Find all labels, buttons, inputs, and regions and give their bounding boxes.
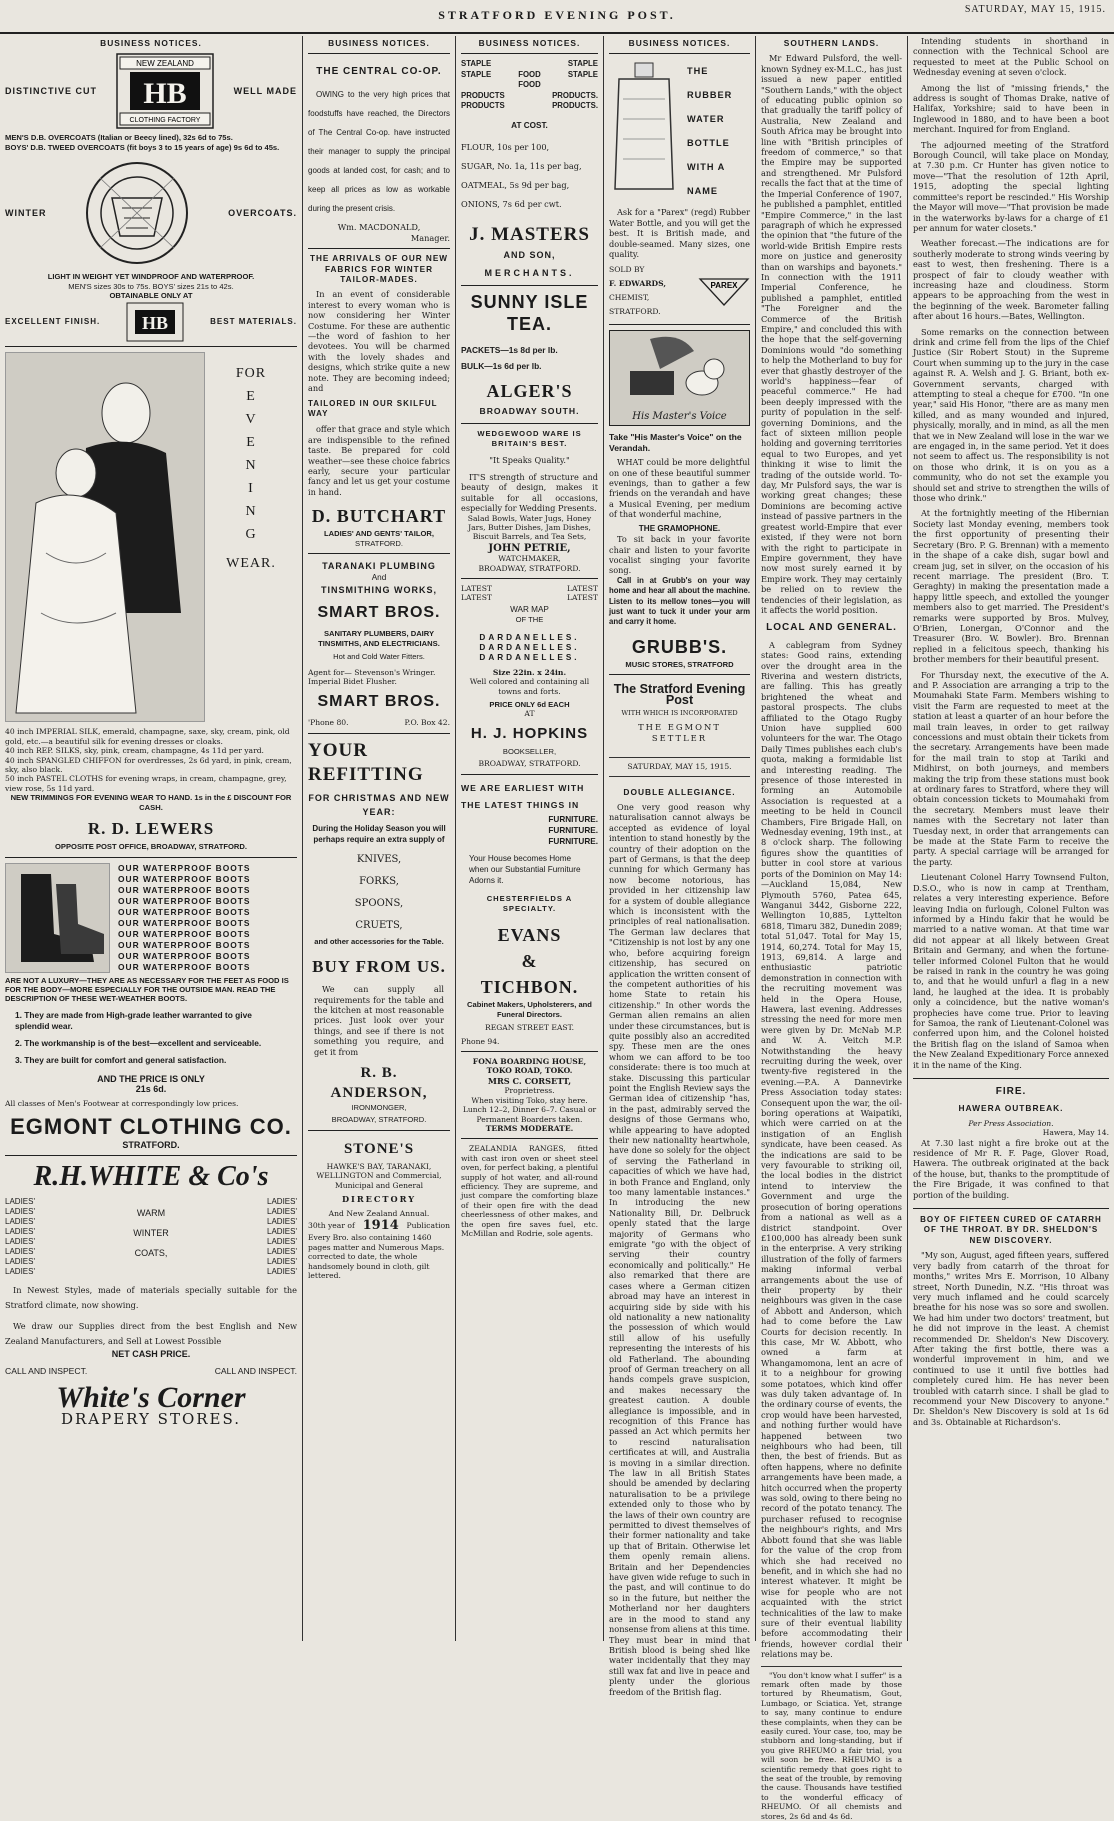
wedgewood-title: WEDGEWOOD WARE IS BRITAIN'S BEST. xyxy=(477,428,582,449)
zealandia-text: ZEALANDIA RANGES, fitted with cast iron oven or sheet steel oven, for perfect baking, a plentiful supply of hot water, and all-round efficiency. They are supreme, and just compare the comforting blaze of their open fire with the dead cheerlessness of other makes, and the open fire saves fuel, etc. McMillan and Rodrie, sole agents. xyxy=(461,1144,598,1238)
white-advert xyxy=(5,1155,297,1429)
hb-logo-small xyxy=(126,302,184,342)
news-item: Among the list of "missing friends," the address is sought of Thomas Drake, native of Halifax, Yorkshire; said to have been in Inglewood in 1880, and to have been a boot merchant. Inquired for from England. xyxy=(913,82,1109,135)
paper-title: The Stratford Evening Post xyxy=(613,682,746,707)
year-value: 1914 xyxy=(362,1217,399,1233)
silk-line: 50 inch PASTEL CLOTHS for evening wraps, in cream, champagne, grey, view rose, 5s 11d yard. xyxy=(5,774,287,793)
ladies-list-right: LADIES' LADIES' LADIES' LADIES' LADIES' LADIES' LADIES' LADIES' xyxy=(267,1197,297,1277)
hopkins-address: BROADWAY, STRATFORD. xyxy=(478,759,581,769)
paper-date: SATURDAY, MAY 15, 1915. xyxy=(609,757,750,776)
allegiance-text: One very good reason why naturalisation cannot always be accepted as evidence of loyal intention to stand honestly by the country of their adoption on the part of Germans, is that the deep cunning for which Germany has now become notorious, has provided in her citizenship law for a system of double allegiance which is inconsistent with the principles of real nationalisation. The German law declares that "Citizenship is not lost by any one who, before acquiring foreign citizenship, has secured on application the written consent of the competent authorities of his home State to retain his citizenship." In other words the German alien remains an alien under these circumstances, but is quite possibly also an accredited spy. These men are the ones whom we can afford to be too considerate: there is too much at stake. Discussing this particular point the English Review says the German idea of citizenship "has, in the past, admirably served the designs of those Germans who, while appearing to have adopted their new nationality heartwhole, have done so solely for the object of serving the Fatherland in capacities of which we have had, in both France and England, only too many lamentable instances." In introducing the new Nationality Bill, Dr. Delbruck openly stated that the large majority of Germans who emigrate "go with the object of serving their country economically and politically." He also remarked that there are cases where a German citizen abroad may have an interest in acquiring side by side with his old nationality a new nationality the possession of which would still allow of his usefully representing the interests of his old Fatherland. The abounding proof of German treachery on all hands compels grave suspicion, and makes necessary the greatest caution. A double allegiance is impossible, and in recognition of this France has passed an Act which permits her to rescind naturalisation certificates at will, and Australia is moving in a similar direction. The law in all British States should be amended by declaring naturalisation to be a privilege extended only to those who by the laws of their own country are permitted to divest themselves of their former nationality and take up that of Britain. Otherwise let them openly remain aliens. Britain and her Dependencies have given wide refuge to such in the past, and will continue to do so in the future, but neither the Motherland nor her daughters are in the mood to stand any nonsense from aliens at this time. They must bear in mind that British blood is being shed like water incidentally that they may still wax fat and live in peace and plenty under the glorious freedom of the British flag. xyxy=(609,802,750,1697)
section-heading: BUSINESS NOTICES. xyxy=(628,38,731,48)
coats-heading: WARM WINTER COATS, xyxy=(133,1208,169,1259)
footwear-line: All classes of Men's Footwear at correspondingly low prices. xyxy=(5,1098,239,1108)
editorial-masthead xyxy=(609,674,750,1702)
egmont-town: STRATFORD. xyxy=(122,1139,180,1150)
smart-advert xyxy=(308,553,450,733)
white-title: R.H.WHITE & Co's xyxy=(33,1161,269,1193)
gram-text: To sit back in your favorite chair and listen to your favorite vocalist singing your favorite song. xyxy=(609,534,750,576)
varsity-emblem-icon xyxy=(82,158,192,268)
rubber-headline: THE RUBBER WATER BOTTLE WITH A NAME xyxy=(687,66,733,197)
furniture-text: Your House becomes Home when our Substantial Furniture Adorns it. xyxy=(469,853,581,885)
column-5 xyxy=(756,36,907,1821)
sold-by: SOLD BY xyxy=(609,265,645,275)
dardanelles: DARDANELLES. xyxy=(479,632,580,642)
publication-label: Publication xyxy=(406,1220,450,1230)
drapery-stores: DRAPERY STORES. xyxy=(60,1410,242,1429)
southern-text: Mr Edward Pulsford, the well-known Sydney ex-M.L.C., has just issued a new paper entitled "Southern Lands," with the object of educating public opinion so that gradually the tariff policy of Australia, New Zealand and South Africa may be brought into line with "British principles of freedom of commerce," so that the Empire may be supported and strengthened. Mr Pulsford recalls the fact that at the time of the Imperial Conference of 1907, he published a pamphlet, entitled "Empire Commerce," in the last paragraph of which he expressed the opinion that "the future of the world-wide British Empire rests more on justice and generosity than on warships and bayonets." In connection with the 1911 Imperial Conference, he published a pamphlet, entitled "The Foreigner and the Commerce of the British Empire," and concluded this with the hope that the self-governing Dominions would "do something to help the Motherland to buy for ever that ghastly destroyer of the world's happiness—fear of peaceful commerce." He had been deeply impressed with the purity of population in the self-governing Dominions, and the fact of sixteen million people holding and governing territories equal to two Europes, and yet thinking it wise to limit the trading of the outside world. To-day, Mr Pulsford says, the war is working great changes; these Dominions are becoming active instead of passive partners in the greatest world-Empire that ever existed, if they were not born with the right to participate in Empire government, they have now most surely earned it by Empire work. They may certainly be relied on to review the tendencies of their legislation, as it affects the world position. xyxy=(761,53,903,615)
settler: THE EGMONT SETTLER xyxy=(638,722,721,743)
materials-label: BEST MATERIALS. xyxy=(210,317,297,327)
news-item: Intending students in shorthand in connection with the Technical School are requested to meet at the Public School on Wednesday evening at seven o'clock. xyxy=(913,36,1109,78)
newspaper-title: STRATFORD EVENING POST. xyxy=(438,8,676,22)
alger-name: ALGER'S xyxy=(486,380,573,401)
hb-advert xyxy=(5,53,297,342)
furniture-lines: FURNITURE. FURNITURE. FURNITURE. xyxy=(548,814,598,846)
net-cash: NET CASH PRICE. xyxy=(111,1349,191,1360)
at-cost: AT COST. xyxy=(511,121,548,131)
coop-title: THE CENTRAL CO-OP. xyxy=(316,66,442,78)
masters-son: AND SON, xyxy=(503,249,556,260)
masters-name: J. MASTERS xyxy=(469,223,590,245)
hmv-caption: His Master's Voice xyxy=(632,411,727,423)
butchart-name: D. BUTCHART xyxy=(311,506,447,527)
boot-lines: OUR WATERPROOF BOOTS OUR WATERPROOF BOOTS OUR WATERPROOF BOOTS OUR WATERPROOF BOOTS OUR WATERPROOF BOOTS OUR WATERPROOF BOOTS OUR WATERPROOF BOOTS OUR WATERPROOF BOOTS OUR WATERPROOF BOOTS OUR WATERPROOF BOOTS xyxy=(118,862,251,972)
silk-line: 40 inch REP. SILKS, sky, pink, cream, champagne, 4s 11d per yard. xyxy=(5,746,264,756)
arrivals-text: In an event of considerable interest to every woman who is now considering her Winter Costume. For these are authentic—the word of fashion to her devotees. You will be charmed with the lovely shades and designs, which strike quite a new note. They are becoming indeed; and xyxy=(308,289,450,394)
stones-title: STONE'S xyxy=(343,1140,415,1157)
coop-signature: Wm. MACDONALD, xyxy=(337,222,421,233)
bulk-price: BULK—1s 6d per lb. xyxy=(461,361,542,372)
alger-address: BROADWAY SOUTH. xyxy=(479,405,580,416)
and: And xyxy=(371,572,387,582)
plumbing-title: TARANAKI PLUMBING xyxy=(322,560,436,571)
petrie-name: JOHN PETRIE, xyxy=(488,542,571,554)
masthead xyxy=(0,0,1114,34)
luxury-text: ARE NOT A LUXURY—THEY ARE AS NECESSARY FOR THE FEET AS FOOD IS FOR THE BODY—MORE ESPECIALLY FOR THE OUTSIDE MAN. READ THE DESCRIPTION OF THESE WET-WEATHER BOOTS. xyxy=(5,975,289,1004)
call-inspect: CALL AND INSPECT. xyxy=(214,1365,297,1376)
evans: EVANS xyxy=(497,925,562,946)
butchart-town: STRATFORD. xyxy=(355,538,403,548)
annual: And New Zealand Annual. xyxy=(328,1208,430,1218)
column-4 xyxy=(604,36,755,1697)
grubbs-advert xyxy=(609,324,750,674)
earliest: WE ARE EARLIEST WITH THE LATEST THINGS IN xyxy=(461,782,585,810)
chemist: CHEMIST, STRATFORD. xyxy=(609,293,661,317)
local-heading: LOCAL AND GENERAL. xyxy=(766,622,897,634)
lewers-name: R. D. LEWERS xyxy=(87,819,215,839)
silk-line: 40 inch IMPERIAL SILK, emerald, champagne, saxe, sky, cream, pink, old gold, etc.—a beautiful silk for evening dresses or cloaks. xyxy=(5,727,290,746)
year-label: 30th year of xyxy=(308,1220,355,1230)
price-line: AND THE PRICE IS ONLY xyxy=(97,1073,205,1084)
regan: REGAN STREET EAST. xyxy=(484,1023,574,1033)
news-item: At the fortnightly meeting of the Hibernian Society last Monday evening, members took the first opportunity of presenting their Secretary (Bro. P. G. Brennan) with a memento in the shape of a cake dish, sugar bowl and cream jug, set in silver, on the occasion of his recent marriage. The president (Bro. T. Geraghty) in making the presentation made a happy little speech, and extolled the younger members also to get married. The President's remarks were supported by Bros. Mulvey, O'Brien, Lonergan, O'Connor and the Treasurer (Bro. W. Bowler). Bro. Brennan replied in a felicitous speech, thanking his brother members for their beautiful present. xyxy=(913,508,1109,665)
petrie-advert xyxy=(461,423,598,578)
anderson-name: ANDERSON, xyxy=(330,1085,428,1102)
price-only: PRICE ONLY 6d EACH xyxy=(489,700,570,709)
cabinet: Cabinet Makers, Upholsterers, and Funeral Directors. xyxy=(467,1000,592,1019)
iron: IRONMONGER, xyxy=(351,1103,407,1113)
column-3 xyxy=(456,36,603,1641)
masters-advert: STAPLE STAPLE STAPLE FOOD STAPLE FOOD PRODUCTS PRODUCTS. PRODUCTS PRODUCTS. AT COST. FLOUR, 10s per 100, SUGAR, No. 1a, 11s per bag, OATMEAL, 5s 9d per bag, ONIONS, 7s 6d per cwt. J. MASTERS AND SON, MERCHANTS. xyxy=(461,53,598,284)
supplies-text: We draw our Supplies direct from the best English and New Zealand Manufacturers, and Sell at Lowest Possible xyxy=(5,1321,297,1347)
smart-name: SMART BROS. xyxy=(317,604,441,622)
accessories: and other accessories for the Table. xyxy=(314,936,444,946)
fire-text: At 7.30 last night a fire broke out at the residence of Mr R. F. Page, Glover Road, Hawera. The outbreak originated at the back of the house, but, thanks to the promptitude of the Fire Brigade, it was confined to that portion of the building. xyxy=(913,1137,1109,1200)
war-map: WAR MAP xyxy=(510,604,549,614)
news-item: Some remarks on the connection between drink and crime fell from the lips of the Chief Justice (Sir Robert Stout) in the Supreme Court when summing up to the jury in the case against R. A. Welsh and J. G. Briant, both ex-Government servants, charged with attempting to steal a cheque for £700. "In one year," said His Honor, "there are as many men killed, and as many wounded and injured, physically, morally, and in mind, as all the men that we in New Zealand will lose in the war we are engaged in, in the same period. Yet it does not seem to affect us. The responsibility is not on those who drink, it is on you as a community, who do not set the example you should set and strive to strengthen the wills of those who drink." xyxy=(913,326,1109,504)
ladies-list-left: LADIES' LADIES' LADIES' LADIES' LADIES' LADIES' LADIES' LADIES' xyxy=(5,1197,35,1277)
news-item: The adjourned meeting of the Stratford Borough Council, will take place on Monday, at 7.30 p.m. Cr Hunter has given notice to move—"That the resolution of 12th April, 1915, adopting the special lighting committee's report be rescinded." His Worship the Mayor will move—"That provision be made in the waterworks by-laws for a charge of £1 per annum for water closets." xyxy=(913,139,1109,233)
column-2 xyxy=(303,36,455,1641)
call-text: Call in at Grubb's on your way home and hear all about the machine. Listen to its mellow tones—you will just want to tuck it under your arm and carry it home. xyxy=(609,575,750,627)
svg-text:HB: HB xyxy=(143,77,188,111)
news-item: Lieutenant Colonel Harry Townsend Fulton, D.S.O., who is now in camp at Trentham, relates a very interesting experience. Before leaving India on furlough, Colonel Fulton was informed by a Hindu fakir that he would be married to a native woman. At that time war did not appear at all likely between Great Britain and Germany, and when the fortune-teller informed Colonel Fulton that he would be raised in rank in the country he was going to, and that he would unfurl a flag in a new land, he laughed at the idea. It is probably only a coincidence, but the native woman's prophecies have come true. Prior to leaving for Samoa, the rank of Lieutenant-Colonel was conferred upon him, and the Colonel hoisted the British flag on the island of Samoa when the New Zealand Expeditionary Force annexed it in the name of the King. xyxy=(913,872,1109,1070)
hawera-heading: HAWERA OUTBREAK. xyxy=(958,1103,1064,1114)
smart-box: P.O. Box 42. xyxy=(404,718,450,728)
parex-logo xyxy=(698,275,750,307)
rb: R. B. xyxy=(360,1065,398,1082)
xmas-line: FOR CHRISTMAS AND NEW YEAR: xyxy=(308,792,450,817)
winter-label: WINTER xyxy=(5,208,47,219)
news-item: Weather forecast.—The indications are for southerly moderate to strong winds veering by east to west, then freshening. There is a prospect of fair to cloudy weather with increasing haze and cloudiness. Storm appears to be approaching from the west in the beginning of the week. Barometer falling after about 16 hours.—Bates, Wellington. xyxy=(913,238,1109,322)
point: 3. They are built for comfort and general satisfaction. xyxy=(15,1054,227,1065)
point: 1. They are made from High-grade leather warranted to give splendid wear. xyxy=(15,1009,252,1031)
parex-text: Ask for a "Parex" (regd) Rubber Water Bottle, and you will get the best. It is British made, and double-seamed. Many sizes, one quality. xyxy=(609,207,750,260)
column-6 xyxy=(908,36,1114,1641)
smart-fitters: Hot and Cold Water Fitters. xyxy=(333,652,425,662)
what-text: WHAT could be more delightful on one of these beautiful summer evenings, than to gather a few friends on the verandah and have a Musical Evening, per medium of that wonderful machine, xyxy=(609,457,750,520)
boy-text: "My son, August, aged fifteen years, suffered very badly from catarrh of the throat for months," writes Mrs E. Morrison, 10 Albany street, North Dunedin, N.Z. "His throat was very much inflamed and he could scarcely breathe for his nose was so sore and swollen. We had him under two doctors' treatment, but he did not improve in the least. A chemist recommended Dr. Sheldon's New Discovery. After taking the first bottle, there was a wonderful improvement in him, and we continued to use it until five bottles had completely cured him. He has never been troubled with catarrh since. I shall be glad to recommend your New Discovery to anyone." Dr. Sheldon's New Discovery is sold at 1s 6d and 3s. Obtainable at Richardson's. xyxy=(913,1250,1109,1427)
egmont-name: EGMONT CLOTHING CO. xyxy=(10,1113,292,1139)
stones-text: HAWKE'S BAY, TARANAKI, WELLINGTON and Commercial, Municipal and General xyxy=(316,1161,442,1190)
sunny-title: SUNNY ISLE xyxy=(470,291,589,312)
petrie-address: BROADWAY, STRATFORD. xyxy=(478,563,581,573)
svg-text:PAREX: PAREX xyxy=(710,281,738,291)
finish-label: EXCELLENT FINISH. xyxy=(5,317,101,327)
watchmaker: WATCHMAKER, xyxy=(498,554,561,564)
lewers-advert xyxy=(5,346,297,856)
hawera-date: Hawera, May 14. xyxy=(1042,1128,1109,1138)
section-heading: BUSINESS NOTICES. xyxy=(478,38,581,48)
fona-advert xyxy=(461,1051,598,1138)
wedge-items: Salad Bowls, Water Jugs, Honey Jars, Butter Dishes, Jam Dishes, Biscuit Barrels, and Tea Sets, xyxy=(467,513,592,542)
grubbs-name: GRUBB'S. xyxy=(631,636,728,657)
boy-heading: BOY OF FIFTEEN CURED OF CATARRH OF THE THROAT. BY DR. SHELDON'S NEW DISCOVERY. xyxy=(913,1208,1109,1246)
chesterfields: CHESTERFIELDS A SPECIALTY. xyxy=(486,893,573,914)
tagline-left: DISTINCTIVE CUT xyxy=(5,86,98,97)
weather-claim: LIGHT IN WEIGHT YET WINDPROOF AND WATERPROOF. xyxy=(47,272,255,282)
holiday-text: During the Holiday Season you will perhaps require an extra supply of xyxy=(312,823,446,844)
for-evening-wear: FOR E V E N I N G WEAR. xyxy=(226,366,276,572)
svg-text:HB: HB xyxy=(142,313,169,334)
parex-advert xyxy=(609,53,750,324)
edwards: F. EDWARDS, xyxy=(609,279,666,289)
quality: "It Speaks Quality." xyxy=(489,455,570,466)
smart-phone: 'Phone 80. xyxy=(308,718,349,728)
allegiance-title: DOUBLE ALLEGIANCE. xyxy=(623,786,736,797)
section-heading: BUSINESS NOTICES. xyxy=(100,38,202,48)
packets-price: PACKETS—1s 8d per lb. xyxy=(461,344,558,355)
evening-wear-illustration xyxy=(5,352,205,722)
call-inspect: CALL AND INSPECT. xyxy=(5,1365,88,1376)
overcoats-label: OVERCOATS. xyxy=(228,208,297,219)
butchart-advert xyxy=(308,248,450,553)
gramophone: THE GRAMOPHONE. xyxy=(638,523,721,533)
anderson-advert xyxy=(308,733,450,1130)
coop-advert xyxy=(308,53,450,248)
coloured: Well colored and containing all towns and forts. xyxy=(469,677,590,696)
column-1 xyxy=(0,36,302,1641)
buy-title: BUY FROM US. xyxy=(312,957,446,977)
hb-logo xyxy=(116,53,214,129)
your-title: YOUR xyxy=(308,739,368,761)
coop-text: OWING to the very high prices that foodstuffs have reached, the Directors of The Central Co-op. have instructed their manager to supply the principal goods at landed cost, for cash; and to keep all prices as low as workable during the present crisis. xyxy=(308,90,450,214)
merchants: MERCHANTS. xyxy=(484,267,575,278)
section-heading: SOUTHERN LANDS. xyxy=(783,38,880,48)
smart-sub: SANITARY PLUMBERS, DAIRY TINSMITHS, AND ELECTRICIANS. xyxy=(318,629,440,648)
overcoat-line: BOYS' D.B. TWEED OVERCOATS (fit boys 3 to 15 years of age) 9s 6d to 45s. xyxy=(5,142,280,152)
point: 2. The workmanship is of the best—excellent and serviceable. xyxy=(15,1037,262,1048)
evans-phone: Phone 94. xyxy=(461,1036,500,1046)
coop-role: Manager. xyxy=(410,232,450,243)
smart-name-2: SMART BROS. xyxy=(317,693,441,711)
price-value: 21s 6d. xyxy=(135,1084,167,1095)
silk-line: 40 inch SPANGLED CHIFFON for overdresses, 2s 6d yard, in pink, cream, sky, also black. xyxy=(5,755,292,775)
items-list: KNIVES, FORKS, SPOONS, CRUETS, xyxy=(354,853,404,931)
hmv-illustration xyxy=(609,330,750,426)
svg-text:CLOTHING FACTORY: CLOTHING FACTORY xyxy=(129,117,201,125)
issue-date: SATURDAY, MAY 15, 1915. xyxy=(964,4,1106,15)
stones-foot: Every Bro. also containing 1460 pages matter and Numerous Maps. corrected to date, the whole handsomely bound in cloth, gilt lettered. xyxy=(308,1233,445,1280)
incorporated: WITH WHICH IS INCORPORATED xyxy=(621,708,738,717)
tinsmithing-title: TINSMITHING WORKS, xyxy=(321,585,437,596)
directory: DIRECTORY xyxy=(341,1194,417,1205)
per-press: Per Press Association. xyxy=(968,1118,1054,1128)
evans-advert: WE ARE EARLIEST WITH THE LATEST THINGS IN FURNITURE. FURNITURE. FURNITURE. Your House becomes Home when our Substantial Furniture Adorns it. CHESTERFIELDS A SPECIALTY. EVANS & TICHBON. Cabinet Makers, Upholsterers, and Funeral Directors. REGAN STREET EAST. Phone 94. xyxy=(461,774,598,1051)
rb-address: BROADWAY, STRATFORD. xyxy=(331,1115,427,1125)
tichbon: TICHBON. xyxy=(480,977,579,998)
trimmings-line: NEW TRIMMINGS FOR EVENING WEAR TO HAND. 1s in the £ DISCOUNT FOR CASH. xyxy=(10,793,292,812)
hopkins-name: H. J. HOPKINS xyxy=(470,724,589,742)
section-heading: BUSINESS NOTICES. xyxy=(328,38,430,48)
tailored-heading: TAILORED IN OUR SKILFUL WAY xyxy=(308,398,438,418)
rheumo-text: "You don't know what I suffer" is a remark often made by those tortured by Rheumatism, Gout, Lumbago, or Sciatica. Yet, strange to say, many continue to endure these complaints, when they can be easily cured. Your case, too, may be stubborn and long-standing, but if you give RHEUMO a fair trial, you will soon be free. RHEUMO is a scientific remedy that goes right to the seat of the trouble, by removing the cause. Thousands have testified to the wonderful efficacy of RHEUMO. Of all chemists and stores, 2s 6d and 4s 6d. xyxy=(761,1666,902,1821)
take-title: Take "His Master's Voice" on the Verandah. xyxy=(609,432,742,453)
news-item: For Thursday next, the executive of the A. and P. Association are arranging a trip to the Moumahaki State Farm. Members wishing to visit the Farm are requested to meet at the station at least a quarter of an hour before the mail train leaves, in order to get railway concessions and must obtain their tickets from the secretary. Arrangements have been made for the mail train to stop at Tariki and Midhirst, on both journeys, and members making the trip from these stations must book at ordinary fares to Stratford, where they will obtain concession tickets to Moumahaki from the secretary. Members must leave their names with the Secretary not later than Tuesday next, in order that arrangements can be made at the State Farm to receive the party. A special carriage will be arranged for the party. xyxy=(913,669,1109,867)
svg-text:NEW ZEALAND: NEW ZEALAND xyxy=(136,59,195,69)
whites-corner: White's Corner xyxy=(56,1381,246,1415)
price-list: FLOUR, 10s per 100, SUGAR, No. 1a, 11s per bag, OATMEAL, 5s 9d per bag, ONIONS, 7s 6d per cwt. xyxy=(461,141,582,209)
proprietress: Proprietress. xyxy=(504,1086,555,1096)
grubbs-sub: MUSIC STORES, STRATFORD xyxy=(625,659,734,669)
local-text: A cablegram from Sydney states: Good rains, extending over the drought area in the Riverina and western districts, are falling. This has greatly brightened the wheat and pastoral prospects. The clubs affiliated to the Otago Rugby Union have supplied 600 volunteers for the war. The Otago Daily Times publishes each club's quota, making a formidable list and interesting reading. The presence of those interested in forming an Automobile Association is requested at a meeting to be held in Council Chambers, Fire Brigade Hall, on Wednesday evening, 19th inst., at 8 o'clock sharp. The following figures show the quantities of butter in cool store at various ports of the Dominion on May 14:—Auckland 15,084, New Plymouth 5760, Patea 645, Wanganui 3442, Gisborne 222, Wellington 10,885, Lyttelton 6818, Timaru 382, Dunedin 2089; total 51,047. Total for May 15, 1914, 60,274. Total for May 15, 1913, 69,814. A large and enthusiastic patriotic demonstration in connection with the recruiting movement was held in the Opera House, Hawera, last evening. Addresses stressing the need for more men were given by Dr. McNab M.P. and W. A. Veitch M.P. Notwithstanding the heavy recruiting during the week, over twenty-five registered in the evening.—P.A. A Dannevirke Press Association today states: Consequent upon the war, the oil-boring operations at Waipatiki, which were carried on at the instigation of an English syndicate, have been ceased. As the indications are said to be very favourable to striking oil, the local bodies in the district intend to interview the Government and urge the prosecution of boring operations from a national as well as a district standpoint. Over £100,000 has already been sunk in the enterprise. A very striking illustration of the folly of farmers making informal verbal arrangements about the use of their property by their neighbours was given in the case of Abbott and Anderson, which had to come before the Law Courts for decision recently. In this case, Mr W. Abbott, who owned a farm at Whangamomona, lent an acre of it to a neighbour for growing some potatoes, which kind offer was duly taken advantage of. In the ordinary course of events, the crop would have been harvested, and nothing further would have happened between two neighbours who had been, till then, the best of friends. But as often happens, where no definite arrangements have been made, a hitch occurred when the property was sold, owing to there being no record of the potato tenancy. The purchaser refused to recognise the neighbour's rights, and Mrs Abbott found that she was liable for the value of the crop from which she had received no benefit, and in which she had no interest whatever. It might be wise for people who are not acquainted with the strict technicalities of the law to make sure of their eventual liability before accommodating their friends, however cordial their relations may be. xyxy=(761,639,902,1660)
fona-title: FONA BOARDING HOUSE, TOKO ROAD, TOKO. xyxy=(472,1057,587,1076)
map-size: Size 22in. x 24in. xyxy=(492,667,567,677)
tagline-right: WELL MADE xyxy=(233,86,297,97)
butchart-sub: LADIES' AND GENTS' TAILOR, xyxy=(324,529,434,539)
overcoat-line: MEN'S D.B. OVERCOATS (Italian or Beecy lined), 32s 6d to 75s. xyxy=(5,133,233,143)
tea-title: TEA. xyxy=(506,313,552,334)
arrivals-title: THE ARRIVALS OF OUR NEW FABRICS FOR WINTER TAILOR-MADES. xyxy=(309,254,449,285)
buy-text: We can supply all requirements for the table and the kitchen at most reasonable prices. Just look over your things, and see if there is not something you require, and get it from xyxy=(314,984,444,1057)
smart-agent: Agent for— Stevenson's Wringer. Imperial Bidet Flusher. xyxy=(308,667,436,686)
fire-heading: FIRE. xyxy=(913,1078,1109,1097)
obtainable-line: OBTAINABLE ONLY AT xyxy=(109,291,193,301)
zealandia-advert xyxy=(461,1138,598,1243)
tailored-text: offer that grace and style which are indispensible to the refined taste. Be prepared for cold weather—see these choice fabrics early, secure your particular fancy and let us get your costume in hand. xyxy=(308,424,450,497)
water-bottle-icon xyxy=(609,59,679,199)
fona-text: When visiting Toko, stay here. Lunch 12–2, Dinner 6–7. Casual or Permanent Boarders taken. xyxy=(462,1095,597,1124)
lewers-address: OPPOSITE POST OFFICE, BROADWAY, STRATFORD. xyxy=(55,842,247,852)
stones-advert xyxy=(308,1130,450,1285)
of-the: OF THE xyxy=(515,615,544,625)
boots-illustration xyxy=(5,863,110,973)
bookseller: BOOKSELLER, xyxy=(502,746,557,756)
sizes-line: MEN'S sizes 30s to 75s. BOYS' sizes 21s to 42s. xyxy=(68,281,234,291)
alger-advert xyxy=(461,285,598,423)
corsett: MRS C. CORSETT, xyxy=(487,1075,572,1086)
newest-text: In Newest Styles, made of materials specially suitable for the Stratford climate, now showing. xyxy=(5,1285,297,1311)
egmont-advert xyxy=(5,857,297,1156)
wedge-text: IT'S strength of structure and beauty of design, makes it suitable for all occasions, especially for Wedding Presents. xyxy=(461,471,598,514)
refitting-title: REFITTING xyxy=(308,763,424,785)
terms: TERMS MODERATE. xyxy=(485,1123,574,1133)
hopkins-advert: LATEST LATEST LATEST LATEST WAR MAP OF THE DARDANELLES. DARDANELLES. DARDANELLES. Size 22in. x 24in. Well colored and containing all towns and forts. PRICE ONLY 6d EACH AT H. J. HOPKINS BOOKSELLER, BROADWAY, STRATFORD. xyxy=(461,578,598,774)
